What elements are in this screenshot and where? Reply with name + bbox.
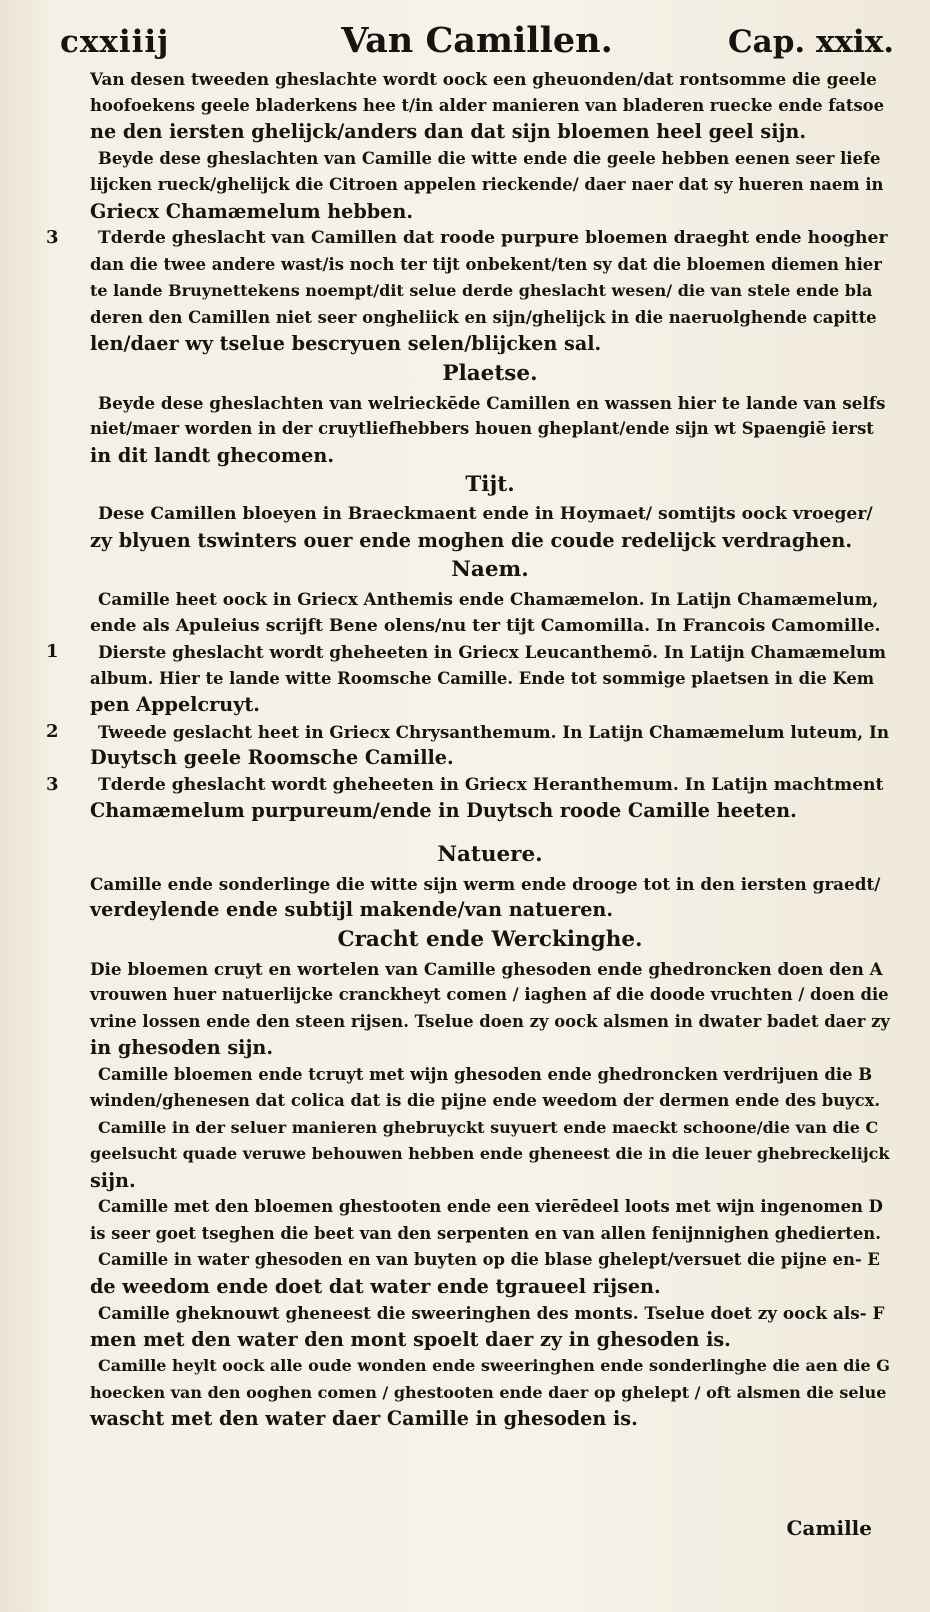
text-line: ende als Apuleius scrijft Bene olens/nu ter tijt Camomilla. In Francois Camomille. — [90, 615, 881, 636]
catchword: Camille — [786, 1516, 872, 1540]
text-line: in dit landt ghecomen. — [90, 443, 334, 467]
text-line: dan die twee andere wast/is noch ter tijt onbekent/ten sy dat die bloemen diemen hier — [90, 254, 882, 274]
section-heading-tijt: Tijt. — [465, 472, 515, 497]
page-header — [60, 20, 894, 68]
text-line — [46, 639, 890, 666]
text-line: is seer goet tseghen die beet van den serpenten en van allen fenijnnighen ghedierten. — [90, 1223, 881, 1243]
text-line: sijn. — [90, 1168, 136, 1192]
text-line: len/daer wy tselue bescryuen selen/blijcken sal. — [90, 332, 602, 355]
text-line: men met den water den mont spoelt daer zy in ghesoden is. — [90, 1327, 731, 1351]
line-text: Tderde gheslacht wordt gheheeten in Griecx Heranthemum. In Latijn machtment — [98, 774, 884, 795]
section-heading-cracht: Cracht ende Werckinghe. — [337, 926, 643, 952]
text-line: wascht met den water daer Camille in ghesoden is. — [90, 1407, 638, 1430]
text-line: in ghesoden sijn. — [90, 1036, 274, 1059]
text-line: Camille in der seluer manieren ghebruyckt suyuert ende maeckt schoone/die van die C — [98, 1117, 879, 1137]
text-line — [46, 719, 890, 746]
text-line: Camille in water ghesoden en van buyten op die blase ghelept/versuet die pijne en- E — [98, 1250, 880, 1269]
text-line: pen Appelcruyt. — [90, 693, 260, 716]
text-line: Camille bloemen ende tcruyt met wijn ghesoden ende ghedroncken verdrijuen die B — [98, 1064, 873, 1084]
line-text: Tderde gheslacht van Camillen dat roode purpure bloemen draeght ende hoogher — [98, 228, 888, 248]
text-line: verdeylende ende subtijl makende/van natueren. — [90, 898, 614, 921]
margin-number: 2 — [46, 720, 59, 742]
margin-number: 3 — [46, 773, 59, 795]
margin-number: 1 — [46, 641, 59, 662]
chapter-number: Cap. xxix. — [727, 24, 894, 60]
text-line: te lande Bruynettekens noempt/dit selue derde gheslacht wesen/ die van stele ende bla — [90, 281, 873, 300]
running-title: Van Camillen. — [341, 20, 613, 61]
text-line: Dese Camillen bloeyen in Braeckmaent ende in Hoymaet/ somtijts oock vroeger/ — [98, 504, 873, 524]
text-line: Van desen tweeden gheslachte wordt oock een gheuonden/dat rontsomme die geele — [90, 69, 877, 89]
text-line: lijcken rueck/ghelijck die Citroen appelen rieckende/ daer naer dat sy hueren naem in — [90, 175, 884, 194]
text-line: ne den iersten ghelijck/anders dan dat sijn bloemen heel geel sijn. — [90, 120, 807, 143]
text-line: winden/ghenesen dat colica dat is die pijne ende weedom der dermen ende des buycx. — [90, 1091, 881, 1110]
text-line: zy blyuen tswinters ouer ende moghen die coude redelijck verdraghen. — [90, 528, 853, 552]
text-line: vrouwen huer natuerlijcke cranckheyt comen / iaghen af die doode vruchten / doen die — [90, 985, 889, 1004]
page-body — [46, 66, 890, 1433]
line-text: Dierste gheslacht wordt gheheeten in Griecx Leucanthemō. In Latijn Chamæmelum — [98, 642, 886, 662]
text-line: Chamæmelum purpureum/ende in Duytsch roode Camille heeten. — [90, 799, 797, 822]
text-line: Beyde dese gheslachten van Camille die witte ende die geele hebben eenen seer liefe — [98, 148, 881, 168]
text-line — [46, 772, 890, 799]
text-line: geelsucht quade veruwe behouwen hebben ende gheneest die in die leuer ghebreckelijck — [90, 1144, 890, 1163]
text-line: de weedom ende doet dat water ende tgraueel rijsen. — [90, 1274, 661, 1298]
section-heading-plaetse: Plaetse. — [442, 360, 538, 386]
text-line: Beyde dese gheslachten van welrieckēde Camillen en wassen hier te lande van selfs — [98, 392, 886, 413]
text-line: niet/maer worden in der cruytliefhebbers houen gheplant/ende sijn wt Spaengiē ierst — [90, 419, 874, 438]
spacer — [90, 825, 890, 839]
margin-number: 3 — [46, 227, 59, 248]
section-heading-natuere: Natuere. — [437, 841, 543, 867]
text-line: Duytsch geele Roomsche Camille. — [90, 746, 454, 769]
text-line — [46, 225, 890, 252]
text-line: Griecx Chamæmelum hebben. — [90, 199, 414, 223]
text-line: Camille heylt oock alle oude wonden ende sweeringhen ende sonderlinghe die aen die G — [98, 1356, 890, 1375]
text-line: Camille ende sonderlinge die witte sijn werm ende drooge tot in den iersten graedt/ — [90, 873, 881, 894]
text-line: vrine lossen ende den steen rijsen. Tselue doen zy oock alsmen in dwater badet daer zy — [90, 1011, 890, 1031]
text-line: deren den Camillen niet seer ongheliick en sijn/ghelijck in die naeruolghende capitte — [90, 307, 877, 327]
text-line: hoecken van den ooghen comen / ghestooten ende daer op ghelept / oft alsmen die selue — [90, 1382, 887, 1402]
folio-number: cxxiiij — [60, 24, 170, 60]
text-line: Camille met den bloemen ghestooten ende een vierēdeel loots met wijn ingenomen D — [98, 1197, 883, 1216]
text-line: hoofoekens geele bladerkens hee t/in alder manieren van bladeren ruecke ende fatsoe — [90, 95, 885, 115]
text-line: Camille heet oock in Griecx Anthemis ende Chamæmelon. In Latijn Chamæmelum, — [98, 589, 879, 609]
section-heading-naem: Naem. — [451, 557, 529, 582]
text-line: Camille gheknouwt gheneest die sweeringhen des monts. Tselue doet zy oock als- F — [98, 1303, 885, 1323]
text-line: Die bloemen cruyt en wortelen van Camille ghesoden ende ghedroncken doen den A — [90, 958, 883, 979]
text-line: album. Hier te lande witte Roomsche Camille. Ende tot sommige plaetsen in die Kem — [90, 668, 875, 688]
line-text: Tweede geslacht heet in Griecx Chrysanthemum. In Latijn Chamæmelum luteum, In — [98, 721, 890, 742]
